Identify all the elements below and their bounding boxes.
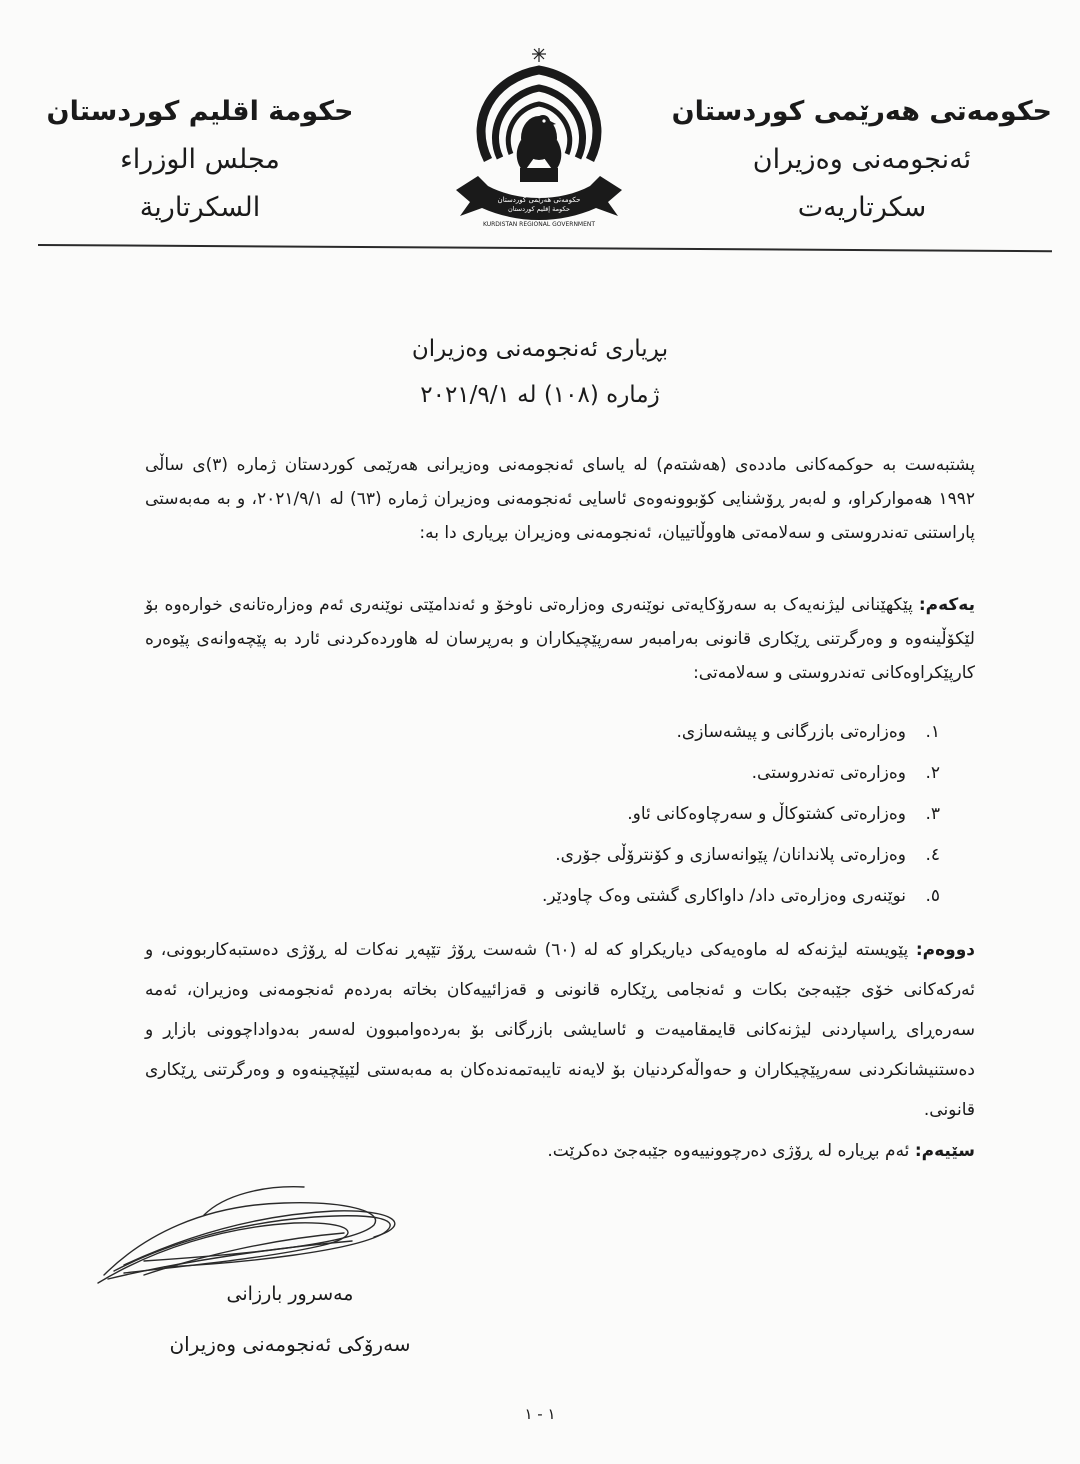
list-item-text: نوێنەری وەزارەتی داد/ داواكاری گشتی وەک چاودێر. — [542, 886, 906, 906]
header-arabic — [30, 88, 370, 232]
signer-block — [140, 1276, 440, 1362]
list-item-number: ٤. — [925, 845, 940, 865]
list-item-number: ٢. — [925, 763, 940, 783]
header-divider — [38, 244, 1052, 252]
ministry-list — [542, 712, 940, 917]
emblem-english-text: KURDISTAN REGIONAL GOVERNMENT — [482, 221, 596, 228]
list-item — [542, 753, 940, 794]
list-item — [542, 712, 940, 753]
article-first-label: یەكەم: — [918, 595, 975, 615]
header-kurdish — [672, 88, 1052, 232]
article-third-label: سێیەم: — [914, 1141, 975, 1161]
list-item-text: وەزارەتی پلاندانان/ پێوانەسازی و كۆنترۆڵی جۆری. — [555, 845, 906, 865]
decision-title — [0, 326, 1080, 418]
list-item-number: ٥. — [925, 886, 940, 906]
list-item-text: وەزارەتی تەندروستی. — [751, 763, 906, 783]
emblem-arabic-text: حكومة إقليم كوردستان — [507, 205, 571, 213]
header-arabic-line-1: حكومة اقليم كوردستان — [46, 96, 354, 127]
intro-paragraph: پشتبەست بە حوكمەكانی ماددەی (هەشتەم) لە یاسای ئەنجومەنی وەزیرانی هەرێمی كوردستان ژمارە (٣)ی ساڵی ١٩٩٢ هەمواركراو، و لەبەر ڕۆشنایی كۆبوونەوەی ئاسایی ئەنجومەنی وەزیران ژمارە (٦٣) لە ٢٠٢١/٩/١، و بە مەبەستی پاراستنی تەندروستی و سەلامەتی هاووڵاتییان، ئەنجومەنی وەزیران بڕیاری دا بە: — [145, 455, 976, 543]
article-third-text: ئەم بڕیارە لە ڕۆژی دەرچوونییەوە جێبەجێ دەكرێت. — [547, 1141, 910, 1161]
article-second-text: پێویستە لیژنەكە لە ماوەیەكی دیاریكراو كە لە (٦٠) شەست ڕۆژ تێپەڕ نەكات لە ڕۆژی دەستبەكاربوونی، و ئەركەكانی خۆی جێبەجێ بكات و ئەنجامی ڕێكارە قانونی و قەزائییەكان بخاتە بەردەم ئەنجومەنی وەزیران، ئەمە سەرەڕای ڕاسپاردنی لیژنەكانی قایمقامیەت و ئاسایشی بازرگانی بۆ بەردەوامبوون لەسەر بەدواداچوونی بازاڕ و دەستنیشانكردنی سەرپێچیكاران و حەواڵەكردنیان بۆ لایەنە تایبەتمەندەكان بە مەبەستی لێپێچینەوە و وەرگرتنی ڕێكاری قانونی. — [145, 940, 975, 1120]
article-first — [145, 588, 975, 690]
page-number: ١ - ١ — [524, 1405, 556, 1423]
signer-role: سەرۆكی ئەنجومەنی وەزیران — [169, 1332, 411, 1356]
list-item-text: وەزارەتی بازرگانی و پیشەسازی. — [676, 722, 906, 742]
list-item — [542, 794, 940, 835]
krg-emblem-icon — [448, 40, 630, 230]
list-item-text: وەزارەتی كشتوكاڵ و سەرچاوەكانی ئاو. — [627, 804, 906, 824]
decision-title-line-1: بڕیاری ئەنجومەنی وەزیران — [411, 336, 669, 362]
article-third — [145, 1134, 975, 1168]
decision-number-date: ژمارە (١٠٨) لە ٢٠٢١/٩/١ — [420, 382, 660, 408]
list-item — [542, 876, 940, 917]
article-second-label: دووەم: — [915, 940, 975, 960]
signer-name: مەسرور بارزانی — [226, 1283, 354, 1305]
article-first-text: پێكهێنانی لیژنەیەک بە سەرۆكایەتی نوێنەری وەزارەتی ناوخۆ و ئەندامێتی نوێنەری ئەم وەزارەتانەی خوارەوە بۆ لێكۆڵینەوە و وەرگرتنی ڕێكاری قانونی بەرامبەر سەرپێچیكاران و بەرپرسان لە هاوردەكردنی ئارد بە پێچەوانەی پێوەرە كارپێكراوەكانی تەندروستی و سەلامەتی: — [145, 595, 975, 683]
header-kurdish-line-1: حكومەتی هەرێمی كوردستان — [671, 96, 1052, 127]
list-item-number: ٣. — [925, 804, 940, 824]
article-second — [145, 930, 975, 1130]
header-arabic-line-2: مجلس الوزراء — [120, 144, 280, 175]
header-kurdish-line-3: سكرتاریەت — [797, 192, 927, 223]
header-kurdish-line-2: ئەنجومەنی وەزیران — [752, 144, 972, 175]
list-item — [542, 835, 940, 876]
emblem-kurdish-text: حکومەتی هەرێمی کوردستان — [497, 196, 581, 204]
header-arabic-line-3: السكرتارية — [139, 192, 261, 223]
list-item-number: ١. — [925, 722, 940, 742]
